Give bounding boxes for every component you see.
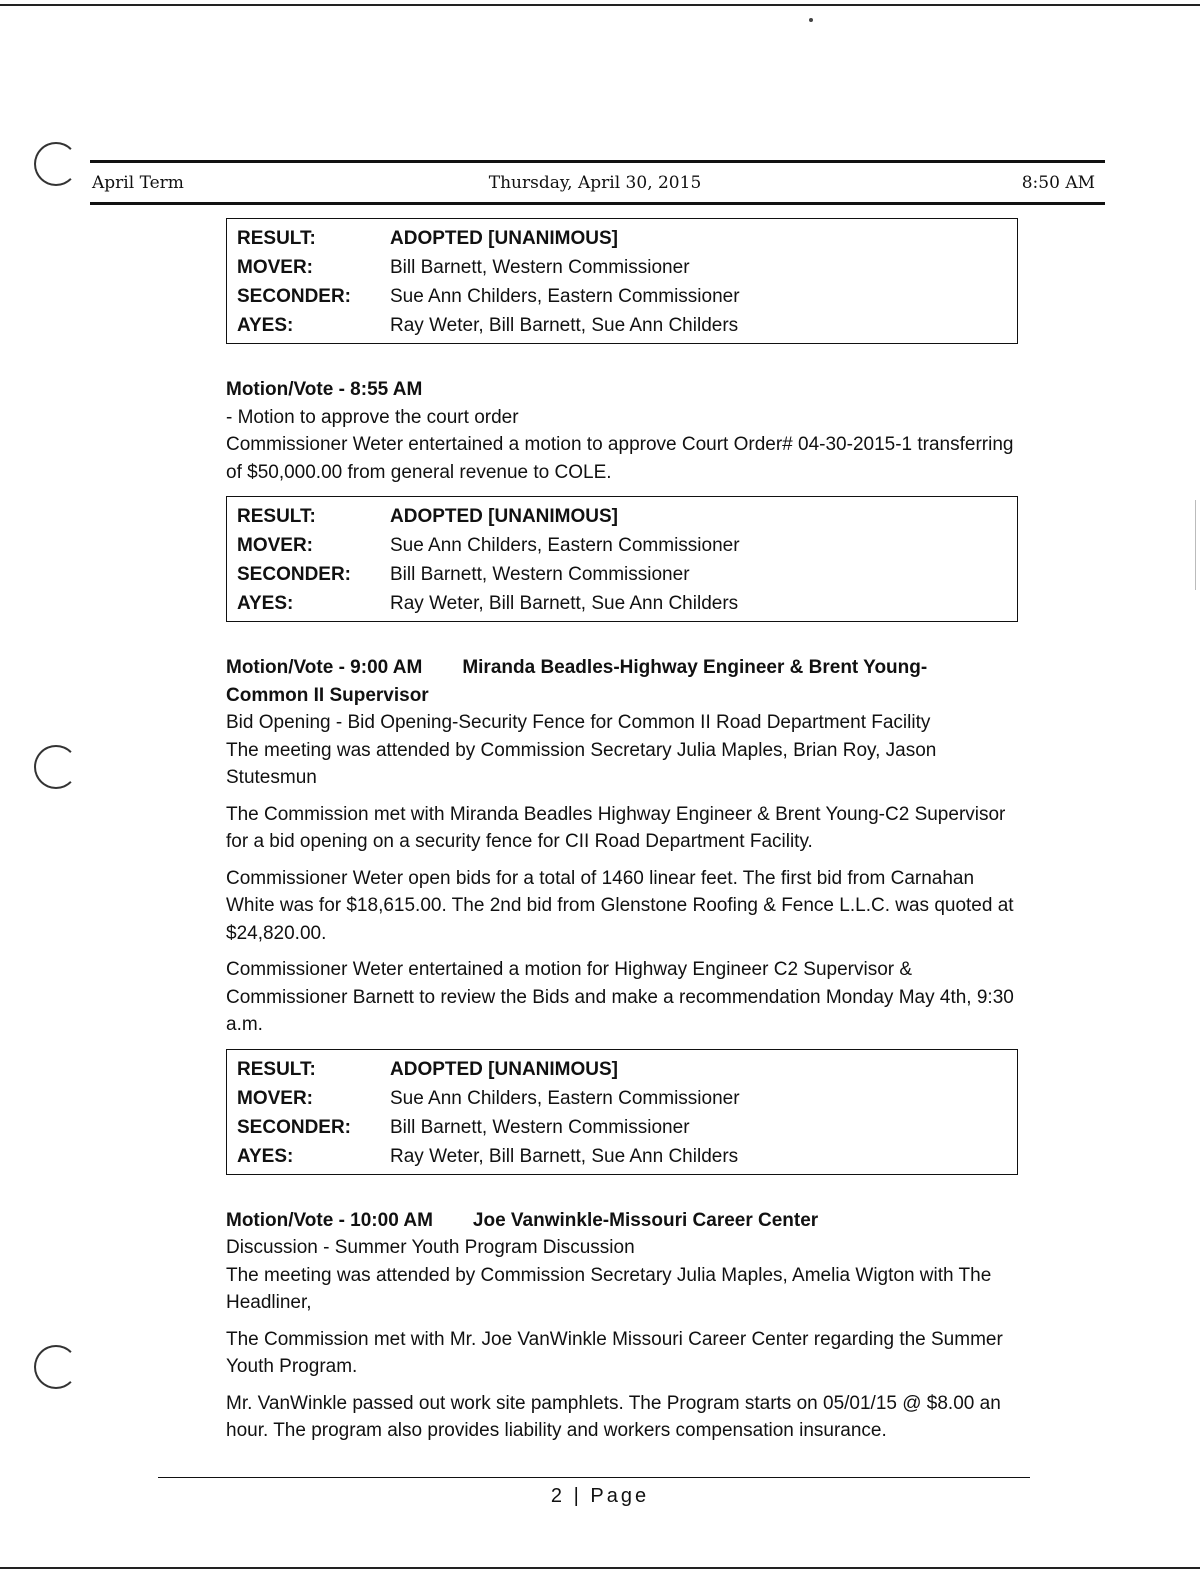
vote-table	[226, 496, 1018, 622]
minutes-paragraph: The Commission met with Miranda Beadles Highway Engineer & Brent Young-C2 Supervisor for a bid opening on a security fence for CII Road Department Facility.	[226, 803, 1006, 852]
vote-result: ADOPTED [UNANIMOUS]	[390, 1058, 618, 1080]
vote-label: RESULT:	[237, 1058, 316, 1080]
motion-title	[226, 1207, 1026, 1235]
vote-label: MOVER:	[237, 535, 313, 556]
vote-result: ADOPTED [UNANIMOUS]	[390, 506, 618, 527]
motion-subtitle: - Motion to approve the court order	[226, 406, 519, 428]
page-number: 2 | Page	[550, 1485, 650, 1507]
vote-seconder: Bill Barnett, Western Commissioner	[390, 1116, 690, 1138]
vote-row	[237, 1113, 1017, 1142]
motion-presenter-cont: Common II Supervisor	[226, 684, 429, 706]
vote-label: AYES:	[237, 315, 294, 336]
header-time: 8:50 AM	[1021, 173, 1095, 193]
motion-presenter: Joe Vanwinkle-Missouri Career Center	[472, 1209, 819, 1231]
attendance-line: The meeting was attended by Commission Secretary Julia Maples, Amelia Wigton with The Headliner,	[226, 1264, 992, 1313]
vote-label: AYES:	[237, 1145, 294, 1167]
vote-row	[237, 224, 1017, 253]
minutes-paragraph: Commissioner Weter entertained a motion for Highway Engineer C2 Supervisor & Commissioner Barnett to review the Bids and make a recommendation Monday May 4th, 9:30 a.m.	[226, 959, 1014, 1035]
punch-hole-icon	[34, 1345, 78, 1389]
vote-ayes: Ray Weter, Bill Barnett, Sue Ann Childers	[390, 593, 739, 614]
vote-row	[237, 502, 1017, 531]
vote-label: RESULT:	[237, 506, 316, 527]
scan-edge-bottom	[0, 1567, 1200, 1569]
vote-row	[237, 1142, 1017, 1171]
vote-label: RESULT:	[237, 228, 316, 249]
vote-row	[237, 282, 1017, 311]
vote-table	[226, 1049, 1018, 1175]
vote-mover: Bill Barnett, Western Commissioner	[390, 257, 690, 278]
header-rule	[90, 202, 1105, 205]
minutes-paragraph: Mr. VanWinkle passed out work site pamphlets. The Program starts on 05/01/15 @ $8.00 an hour. The program also provides liability and workers compensation insurance.	[226, 1392, 1001, 1441]
minutes-paragraph: Commissioner Weter open bids for a total of 1460 linear feet. The first bid from Carnahan White was for $18,615.00. The 2nd bid from Glenstone Roofing & Fence L.L.C. was quoted at $24,820.00.	[226, 867, 1014, 944]
motion-time: Motion/Vote - 10:00 AM	[226, 1209, 433, 1231]
vote-label: SECONDER:	[237, 286, 352, 307]
bid-opening-line: Bid Opening - Bid Opening-Security Fence for Common II Road Department Facility	[226, 712, 931, 733]
vote-ayes: Ray Weter, Bill Barnett, Sue Ann Childers	[390, 315, 739, 336]
header-date: Thursday, April 30, 2015	[488, 173, 702, 193]
motion-title	[226, 654, 1026, 682]
vote-ayes: Ray Weter, Bill Barnett, Sue Ann Childers	[390, 1145, 739, 1167]
vote-seconder: Sue Ann Childers, Eastern Commissioner	[390, 286, 740, 307]
vote-mover: Sue Ann Childers, Eastern Commissioner	[390, 535, 740, 556]
vote-result: ADOPTED [UNANIMOUS]	[390, 228, 618, 249]
footer-rule	[158, 1477, 1030, 1478]
header-term: April Term	[92, 173, 184, 193]
vote-row	[237, 531, 1017, 560]
vote-label: SECONDER:	[237, 564, 352, 585]
attendance-line: The meeting was attended by Commission Secretary Julia Maples, Brian Roy, Jason Stutesmun	[226, 739, 937, 788]
vote-mover: Sue Ann Childers, Eastern Commissioner	[390, 1087, 740, 1109]
motion-presenter: Miranda Beadles-Highway Engineer & Brent Young-	[462, 657, 928, 678]
vote-label: AYES:	[237, 593, 294, 614]
vote-table	[226, 218, 1018, 344]
vote-row	[237, 311, 1017, 340]
vote-label: SECONDER:	[237, 1116, 352, 1138]
motion-title: Motion/Vote - 8:55 AM	[226, 379, 423, 400]
vote-row	[237, 253, 1017, 282]
vote-row	[237, 1084, 1017, 1113]
scan-edge-top	[0, 4, 1200, 6]
vote-seconder: Bill Barnett, Western Commissioner	[390, 564, 690, 585]
motion-time: Motion/Vote - 9:00 AM	[226, 657, 423, 678]
vote-row	[237, 1055, 1017, 1084]
scan-speck	[809, 18, 813, 22]
vote-row	[237, 560, 1017, 589]
header-rule	[90, 160, 1105, 163]
discussion-line: Discussion - Summer Youth Program Discussion	[226, 1237, 635, 1258]
vote-label: MOVER:	[237, 1087, 313, 1109]
vote-label: MOVER:	[237, 257, 313, 278]
vote-row	[237, 589, 1017, 618]
punch-hole-icon	[34, 745, 78, 789]
motion-body: Commissioner Weter entertained a motion to approve Court Order# 04-30-2015-1 transferring of $50,000.00 from general revenue to COLE.	[226, 434, 1014, 483]
scan-edge-right	[1195, 500, 1196, 590]
minutes-content	[226, 218, 1026, 1445]
minutes-paragraph: The Commission met with Mr. Joe VanWinkle Missouri Career Center regarding the Summer Youth Program.	[226, 1328, 1003, 1377]
